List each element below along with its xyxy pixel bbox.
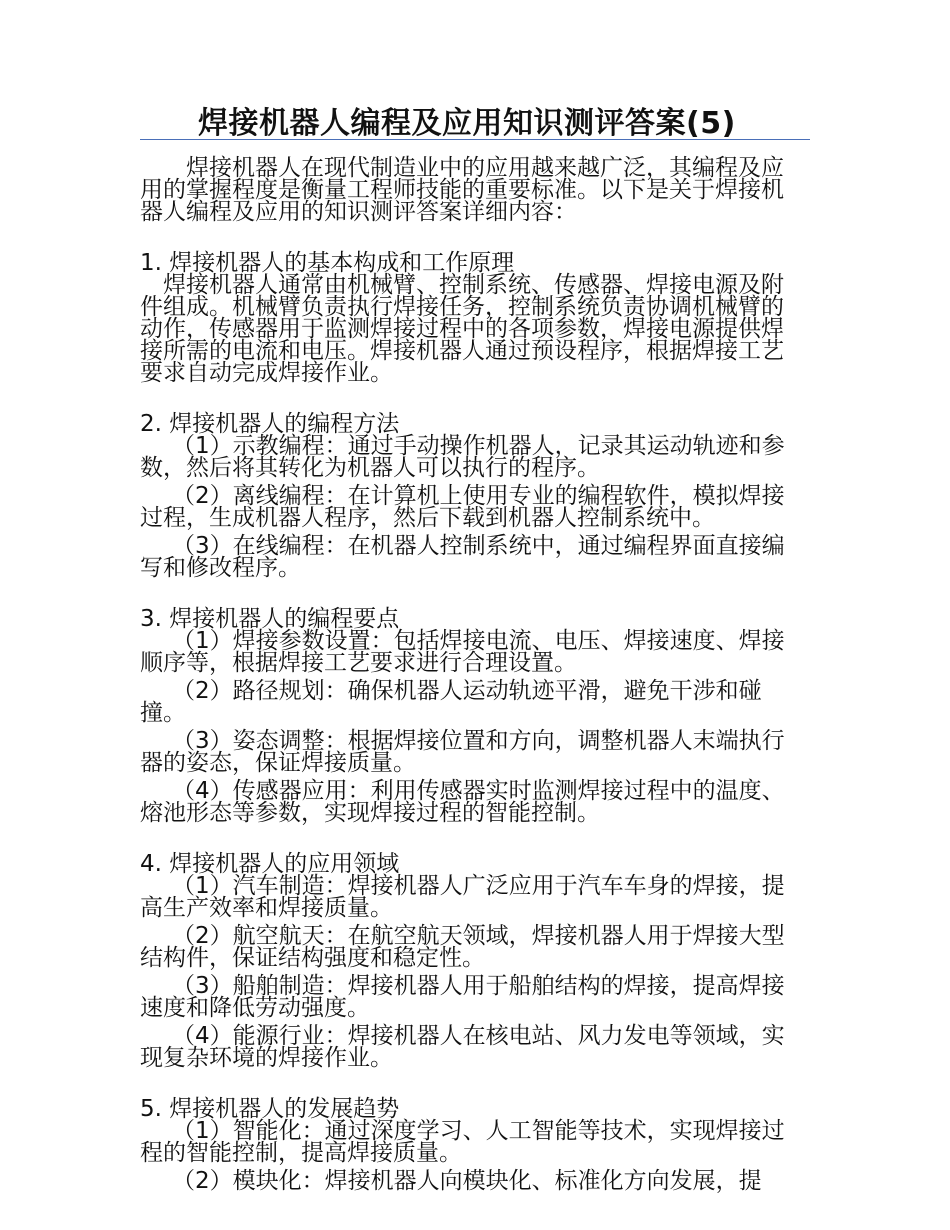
document-title: 焊接机器人编程及应用知识测评答案(5) <box>198 106 736 141</box>
section-heading: 1. 焊接机器人的基本构成和工作原理 <box>140 250 515 276</box>
section-1 <box>140 252 805 384</box>
list-item: （4）传感器应用：利用传感器实时监测焊接过程中的温度、熔池形态等参数，实现焊接过程的智能控制。 <box>140 778 785 826</box>
section-heading: 3. 焊接机器人的编程要点 <box>140 606 400 632</box>
document-body <box>140 157 805 1192</box>
list-item: （3）在线编程：在机器人控制系统中，通过编程界面直接编写和修改程序。 <box>140 533 785 581</box>
section-heading: 5. 焊接机器人的发展趋势 <box>140 1096 400 1122</box>
list-item: （3）姿态调整：根据焊接位置和方向，调整机器人末端执行器的姿态，保证焊接质量。 <box>140 728 785 776</box>
list-item: （2）路径规划：确保机器人运动轨迹平滑，避免干涉和碰撞。 <box>140 678 762 726</box>
section-5 <box>140 1098 805 1192</box>
section-heading: 2. 焊接机器人的编程方法 <box>140 411 400 437</box>
list-item: （4）能源行业：焊接机器人在核电站、风力发电等领域，实现复杂环境的焊接作业。 <box>140 1023 785 1071</box>
section-2 <box>140 413 805 579</box>
title-underline <box>140 139 810 140</box>
section-4 <box>140 853 805 1069</box>
intro-paragraph: 焊接机器人在现代制造业中的应用越来越广泛，其编程及应用的掌握程度是衡量工程师技能的重要标准。以下是关于焊接机器人编程及应用的知识测评答案详细内容： <box>140 155 784 225</box>
section-3 <box>140 608 805 824</box>
list-item: （2）离线编程：在计算机上使用专业的编程软件，模拟焊接过程，生成机器人程序，然后下载到机器人控制系统中。 <box>140 483 785 531</box>
section-heading: 4. 焊接机器人的应用领域 <box>140 851 400 877</box>
list-item: （1）汽车制造：焊接机器人广泛应用于汽车车身的焊接，提高生产效率和焊接质量。 <box>140 873 785 921</box>
list-item: （1）示教编程：通过手动操作机器人，记录其运动轨迹和参数，然后将其转化为机器人可以执行的程序。 <box>140 433 785 481</box>
list-item: （1）焊接参数设置：包括焊接电流、电压、焊接速度、焊接顺序等，根据焊接工艺要求进行合理设置。 <box>140 628 785 676</box>
list-item: （1）智能化：通过深度学习、人工智能等技术，实现焊接过程的智能控制，提高焊接质量。 <box>140 1118 785 1166</box>
list-item: （3）船舶制造：焊接机器人用于船舶结构的焊接，提高焊接速度和降低劳动强度。 <box>140 973 785 1021</box>
section-paragraph: 焊接机器人通常由机械臂、控制系统、传感器、焊接电源及附件组成。机械臂负责执行焊接任务，控制系统负责协调机械臂的动作，传感器用于监测焊接过程中的各项参数，焊接电源提供焊接所需的电流和电压。焊接机器人通过预设程序，根据焊接工艺要求自动完成焊接作业。 <box>140 272 784 386</box>
list-item: （2）模块化：焊接机器人向模块化、标准化方向发展，提 <box>172 1168 762 1194</box>
list-item: （2）航空航天：在航空航天领域，焊接机器人用于焊接大型结构件，保证结构强度和稳定性。 <box>140 923 785 971</box>
